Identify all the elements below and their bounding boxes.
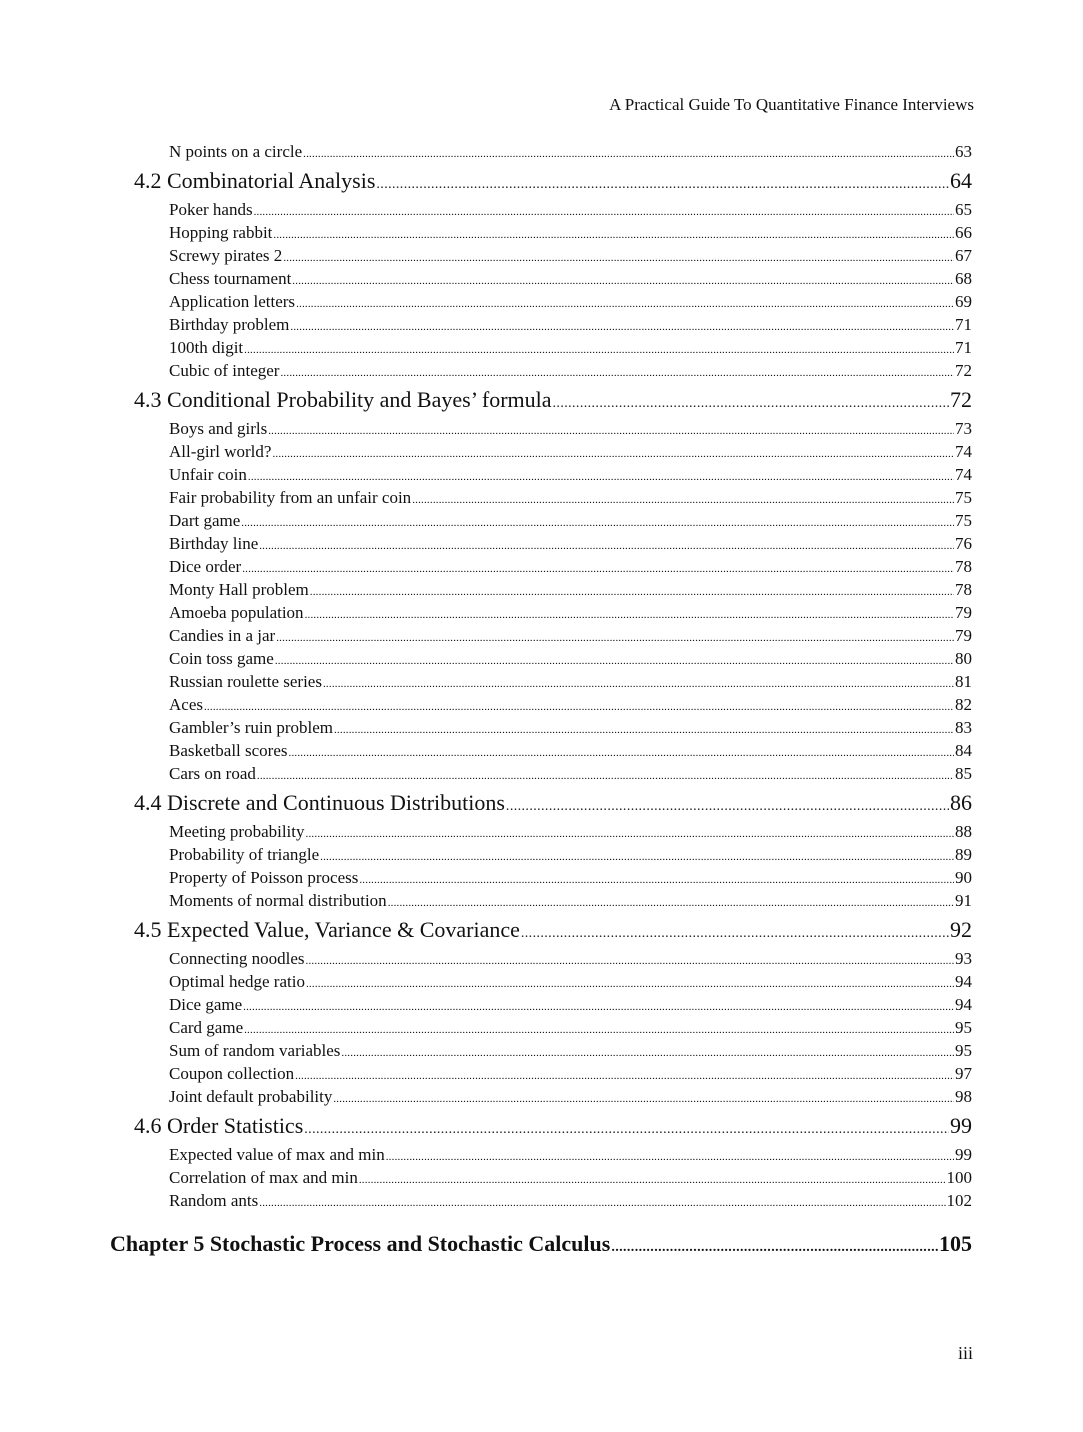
dot-leader: [305, 604, 954, 624]
toc-entry-title: Cubic of integer: [169, 361, 280, 380]
dot-leader: [292, 270, 954, 290]
toc-entry-title: Random ants: [169, 1191, 259, 1210]
toc-chapter-heading[interactable]: [110, 1229, 972, 1259]
toc-entry-title: Connecting noodles: [169, 949, 305, 968]
toc-entry-title: Cars on road: [169, 764, 256, 783]
dot-leader: [412, 489, 954, 509]
toc-entry-page: 72: [955, 361, 972, 380]
toc-entry-title: Correlation of max and min: [169, 1168, 358, 1187]
dot-leader: [283, 247, 954, 267]
toc-entry-title: Sum of random variables: [169, 1041, 341, 1060]
toc-entry-title: Basketball scores: [169, 741, 288, 760]
dot-leader: [273, 224, 954, 244]
toc-entry[interactable]: [169, 417, 972, 440]
toc-entry-page: 74: [955, 442, 972, 461]
toc-section-page: 92: [950, 917, 972, 942]
toc-entry-page: 78: [955, 580, 972, 599]
toc-section-page: 64: [950, 168, 972, 193]
toc-entry-page: 83: [955, 718, 972, 737]
toc-entry-page: 100: [946, 1168, 972, 1187]
dot-leader: [290, 316, 954, 336]
toc-entry[interactable]: [169, 1143, 972, 1166]
dot-leader: [323, 673, 954, 693]
toc-entry[interactable]: [169, 866, 972, 889]
toc-entry-page: 94: [955, 972, 972, 991]
toc-entry-title: Coin toss game: [169, 649, 274, 668]
toc-entry[interactable]: [169, 647, 972, 670]
dot-leader: [388, 892, 954, 912]
toc-entry-title: Coupon collection: [169, 1064, 295, 1083]
dot-leader: [333, 1088, 954, 1108]
dot-leader: [241, 512, 954, 532]
toc-entry-title: Expected value of max and min: [169, 1145, 385, 1164]
toc-entry-title: Fair probability from an unfair coin: [169, 488, 412, 507]
toc-entry-title: Probability of triangle: [169, 845, 320, 864]
toc-entry-page: 66: [955, 223, 972, 242]
toc-entry[interactable]: [169, 532, 972, 555]
toc-entry-title: Russian roulette series: [169, 672, 322, 691]
toc-section-heading[interactable]: [134, 915, 972, 945]
toc-entry-page: 93: [955, 949, 972, 968]
dot-leader: [259, 535, 954, 555]
toc-entry-title: Birthday line: [169, 534, 259, 553]
toc-entry[interactable]: [169, 947, 972, 970]
toc-entry[interactable]: [169, 578, 972, 601]
toc-entry[interactable]: [169, 1039, 972, 1062]
toc-entry-title: Dice order: [169, 557, 242, 576]
dot-leader: [295, 1065, 954, 1085]
toc-entry-page: 73: [955, 419, 972, 438]
toc-entry[interactable]: [169, 244, 972, 267]
toc-entry[interactable]: [169, 290, 972, 313]
toc-entry-page: 74: [955, 465, 972, 484]
toc-entry-page: 85: [955, 764, 972, 783]
toc-entry[interactable]: [169, 198, 972, 221]
toc-entry[interactable]: [169, 486, 972, 509]
toc-entry-title: Monty Hall problem: [169, 580, 309, 599]
toc-entry-title: Optimal hedge ratio: [169, 972, 305, 991]
toc-entry-page: 91: [955, 891, 972, 910]
toc-entry-title: N points on a circle: [169, 142, 303, 161]
dot-leader: [242, 558, 954, 578]
toc-entry-page: 65: [955, 200, 972, 219]
dot-leader: [306, 973, 954, 993]
dot-leader: [303, 143, 954, 163]
dot-leader: [304, 1115, 949, 1141]
toc-entry[interactable]: [169, 970, 972, 993]
dot-leader: [521, 919, 949, 945]
dot-leader: [275, 650, 954, 670]
dot-leader: [320, 846, 954, 866]
toc-section-title: 4.5 Expected Value, Variance & Covariance: [134, 917, 520, 942]
toc-chapter-title: Chapter 5 Stochastic Process and Stochastic Calculus: [110, 1231, 611, 1256]
dot-leader: [506, 792, 949, 818]
toc-entry-page: 80: [955, 649, 972, 668]
toc-entry[interactable]: [169, 140, 972, 163]
toc-entry-title: Application letters: [169, 292, 296, 311]
toc-entry-title: Meeting probability: [169, 822, 305, 841]
toc-section-heading[interactable]: [134, 1111, 972, 1141]
dot-leader: [248, 466, 954, 486]
toc-section-page: 99: [950, 1113, 972, 1138]
dot-leader: [334, 719, 954, 739]
toc-entry-title: Unfair coin: [169, 465, 247, 484]
dot-leader: [254, 201, 954, 221]
running-header: A Practical Guide To Quantitative Finance Interviews: [609, 95, 974, 114]
toc-entry-title: Moments of normal distribution: [169, 891, 387, 910]
toc-entry-page: 78: [955, 557, 972, 576]
toc-entry[interactable]: [169, 1085, 972, 1108]
dot-leader: [259, 1192, 945, 1212]
toc-entry[interactable]: [169, 267, 972, 290]
toc-entry-page: 97: [955, 1064, 972, 1083]
toc-entry-title: Card game: [169, 1018, 244, 1037]
toc-entry-title: Screwy pirates 2: [169, 246, 283, 265]
toc-entry[interactable]: [169, 336, 972, 359]
dot-leader: [306, 823, 954, 843]
toc-entry[interactable]: [169, 221, 972, 244]
toc-entry[interactable]: [169, 313, 972, 336]
dot-leader: [204, 696, 954, 716]
toc-entry-page: 67: [955, 246, 972, 265]
toc-section-page: 86: [950, 790, 972, 815]
toc-entry-page: 71: [955, 315, 972, 334]
dot-leader: [359, 1169, 946, 1189]
toc-entry[interactable]: [169, 359, 972, 382]
toc-entry[interactable]: [169, 1062, 972, 1085]
dot-leader: [272, 443, 954, 463]
toc-entry[interactable]: [169, 716, 972, 739]
dot-leader: [310, 581, 954, 601]
toc-entry-page: 90: [955, 868, 972, 887]
toc-entry[interactable]: [169, 463, 972, 486]
toc-entry[interactable]: [169, 762, 972, 785]
toc-entry[interactable]: [169, 1016, 972, 1039]
dot-leader: [243, 996, 954, 1016]
toc-entry-title: Candies in a jar: [169, 626, 276, 645]
dot-leader: [296, 293, 954, 313]
toc-entry-page: 102: [946, 1191, 972, 1210]
toc-entry-title: All-girl world?: [169, 442, 272, 461]
toc-entry-title: 100th digit: [169, 338, 244, 357]
dot-leader: [306, 950, 954, 970]
dot-leader: [289, 742, 955, 762]
toc-entry[interactable]: [169, 843, 972, 866]
toc-entry-page: 68: [955, 269, 972, 288]
toc-entry-page: 69: [955, 292, 972, 311]
toc-entry-page: 84: [955, 741, 972, 760]
toc-entry-page: 89: [955, 845, 972, 864]
toc-section-title: 4.3 Conditional Probability and Bayes’ formula: [134, 387, 552, 412]
toc-section-heading[interactable]: [134, 788, 972, 818]
dot-leader: [386, 1146, 954, 1166]
dot-leader: [257, 765, 954, 785]
toc-entry-page: 99: [955, 1145, 972, 1164]
toc-chapter-page: 105: [939, 1231, 972, 1256]
toc-section-heading[interactable]: [134, 166, 972, 196]
toc-entry-title: Joint default probability: [169, 1087, 333, 1106]
toc-entry[interactable]: [169, 509, 972, 532]
toc-entry[interactable]: [169, 1166, 972, 1189]
toc-entry-page: 71: [955, 338, 972, 357]
toc-entry[interactable]: [169, 440, 972, 463]
toc-entry-title: Amoeba population: [169, 603, 304, 622]
toc-entry-page: 94: [955, 995, 972, 1014]
toc-entry[interactable]: [169, 889, 972, 912]
toc-entry[interactable]: [169, 993, 972, 1016]
dot-leader: [359, 869, 954, 889]
toc-entry-page: 75: [955, 488, 972, 507]
toc-entry-title: Hopping rabbit: [169, 223, 273, 242]
toc-entry-title: Property of Poisson process: [169, 868, 359, 887]
toc-entry[interactable]: [169, 624, 972, 647]
toc-section-heading[interactable]: [134, 385, 972, 415]
toc-entry[interactable]: [169, 693, 972, 716]
toc-entry-title: Poker hands: [169, 200, 253, 219]
dot-leader: [244, 339, 954, 359]
toc-section-title: 4.6 Order Statistics: [134, 1113, 304, 1138]
toc-entry-page: 63: [955, 142, 972, 161]
dot-leader: [276, 627, 954, 647]
dot-leader: [280, 362, 954, 382]
toc-entry-title: Gambler’s ruin problem: [169, 718, 333, 737]
toc-entry-title: Dart game: [169, 511, 241, 530]
toc-entry-title: Aces: [169, 695, 203, 714]
dot-leader: [553, 389, 949, 415]
toc-entry[interactable]: [169, 555, 972, 578]
toc-entry-page: 79: [955, 603, 972, 622]
toc-entry[interactable]: [169, 1189, 972, 1212]
toc-section-title: 4.4 Discrete and Continuous Distributions: [134, 790, 505, 815]
toc-entry[interactable]: [169, 820, 972, 843]
toc-entry-title: Boys and girls: [169, 419, 268, 438]
toc-entry-page: 75: [955, 511, 972, 530]
page-number: iii: [957, 1343, 973, 1363]
toc-section-page: 72: [950, 387, 972, 412]
toc-entry-page: 88: [955, 822, 972, 841]
dot-leader: [611, 1233, 938, 1259]
dot-leader: [244, 1019, 954, 1039]
toc-entry[interactable]: [169, 739, 972, 762]
toc-entry-title: Chess tournament: [169, 269, 292, 288]
toc-entry-page: 81: [955, 672, 972, 691]
table-of-contents: [0, 140, 1083, 1259]
toc-entry-page: 95: [955, 1041, 972, 1060]
toc-entry-page: 82: [955, 695, 972, 714]
toc-section-title: 4.2 Combinatorial Analysis: [134, 168, 376, 193]
toc-entry-title: Birthday problem: [169, 315, 290, 334]
toc-entry-page: 79: [955, 626, 972, 645]
toc-entry-page: 98: [955, 1087, 972, 1106]
toc-entry[interactable]: [169, 670, 972, 693]
dot-leader: [268, 420, 954, 440]
toc-entry-page: 76: [955, 534, 972, 553]
toc-entry-title: Dice game: [169, 995, 243, 1014]
dot-leader: [376, 170, 949, 196]
dot-leader: [341, 1042, 954, 1062]
toc-entry-page: 95: [955, 1018, 972, 1037]
toc-entry[interactable]: [169, 601, 972, 624]
